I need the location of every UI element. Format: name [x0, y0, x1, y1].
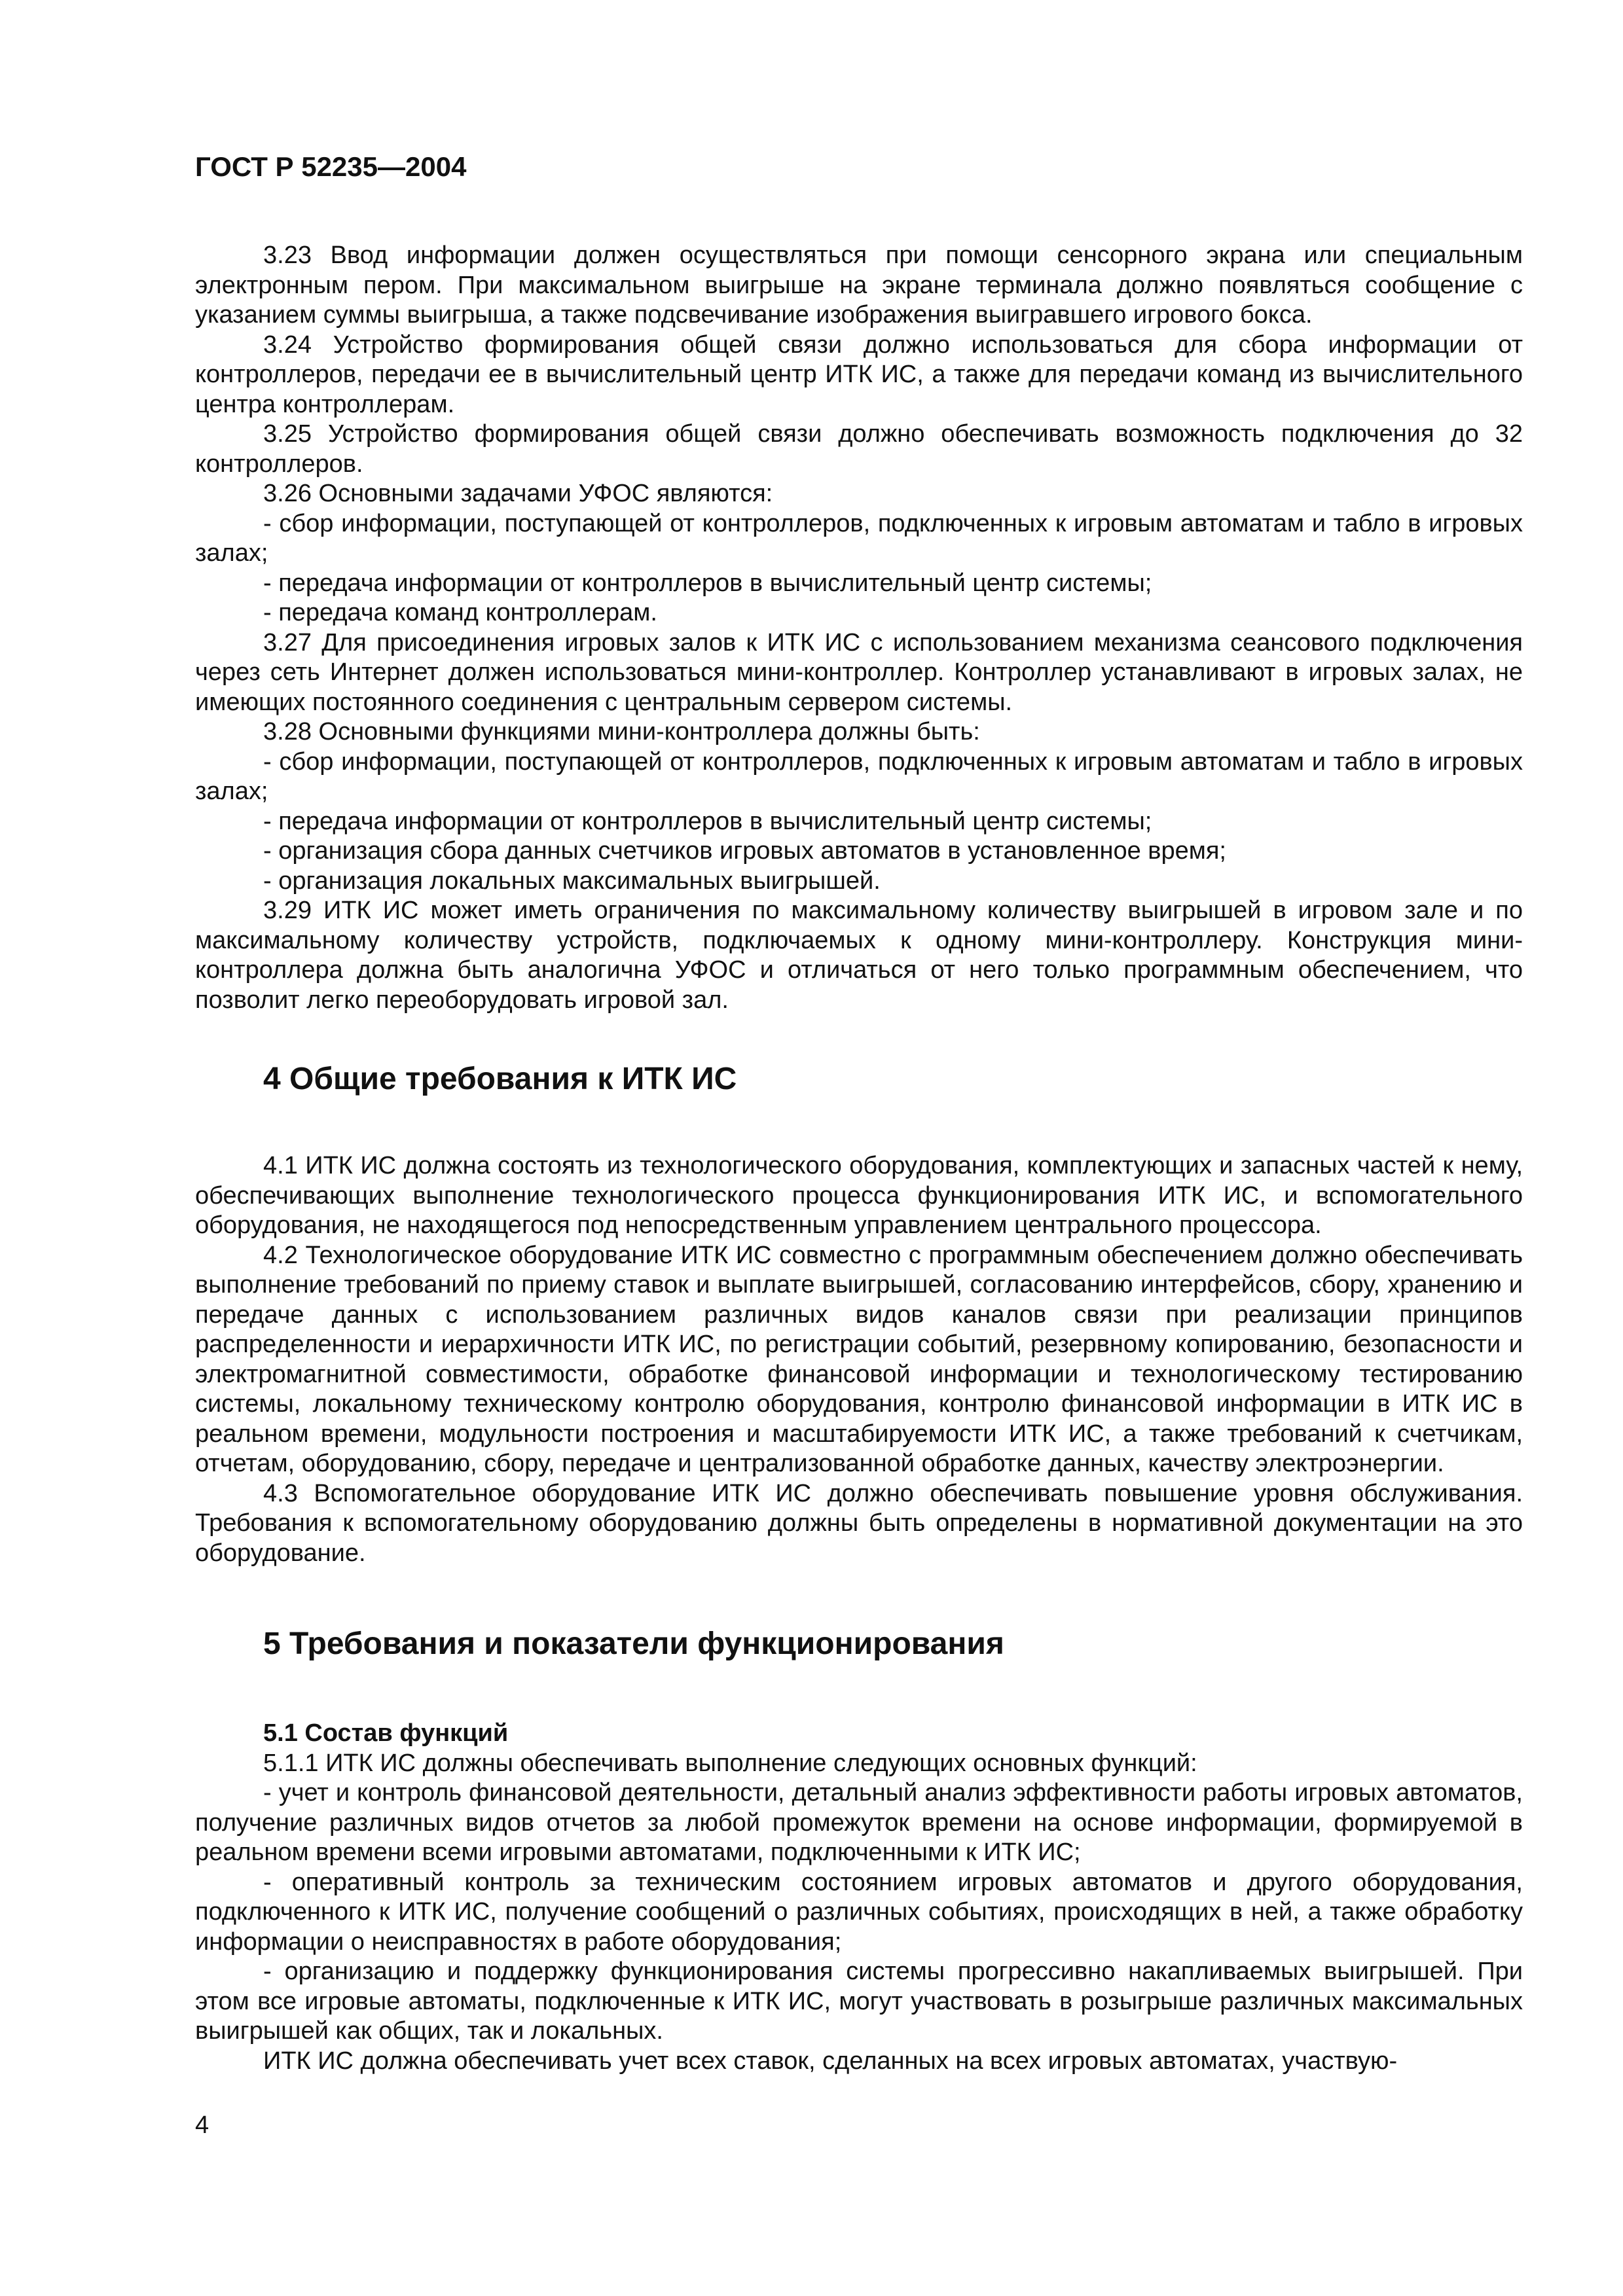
document-header: ГОСТ Р 52235—2004 [195, 151, 467, 182]
subsection-heading: 5.1 Состав функций [263, 1719, 509, 1747]
paragraph: 3.27 Для присоединения игровых залов к ИТК ИС с использованием механизма сеансового подключения через сеть Интернет должен использоваться мини-контроллер. Контроллер устанавливают в игровых залах, не имеющих постоянного соединения с центральным сервером системы. [195, 628, 1523, 716]
paragraph: - организацию и поддержку функционирования системы прогрессивно накапливаемых выигрышей. При этом все игровые автоматы, подключенные к ИТК ИС, могут участвовать в розыгрыше различных максимальных выигрышей как общих, так и локальных. [195, 1958, 1523, 2045]
paragraph: 3.28 Основными функциями мини-контроллера должны быть: [263, 718, 980, 745]
paragraph: - сбор информации, поступающей от контроллеров, подключенных к игровым автоматам и табло в игровых залах; [195, 747, 1523, 805]
section-heading: 4 Общие требования к ИТК ИС [263, 1062, 737, 1096]
paragraph: 4.2 Технологическое оборудование ИТК ИС совместно с программным обеспечением должно обеспечивать выполнение требований по приему ставок и выплате выигрышей, согласованию интерфейсов, сбору, хранению и передаче данных с использованием различных видов каналов связи при реализации принципов распределенности и иерархичности ИТК ИС, по регистрации событий, резервному копированию, безопасности и электромагнитной совместимости, обработке финансовой информации и технологическому тестированию системы, локальному техническому контролю оборудования, контролю финансовой информации в ИТК ИС в реальном времени, модульности построения и масштабируемости ИТК ИС, а также требований к счетчикам, отчетам, оборудованию, сбору, передаче и централизованной обработке данных, качеству электроэнергии. [195, 1241, 1523, 1477]
paragraph: - сбор информации, поступающей от контроллеров, подключенных к игровым автоматам и табло в игровых залах; [195, 509, 1523, 567]
paragraph: 3.26 Основными задачами УФОС являются: [263, 480, 773, 507]
paragraph: 4.3 Вспомогательное оборудование ИТК ИС должно обеспечивать повышение уровня обслуживания. Требования к вспомогательному оборудованию должны быть определены в нормативной документации на это оборудование. [195, 1479, 1523, 1567]
paragraph: - оперативный контроль за техническим состоянием игровых автоматов и другого оборудования, подключенного к ИТК ИС, получение сообщений о различных событиях, происходящих в ней, а также обработку информации о неисправностях в работе оборудования; [195, 1868, 1523, 1956]
paragraph: - передача команд контроллерам. [263, 599, 657, 626]
paragraph: 5.1.1 ИТК ИС должны обеспечивать выполнение следующих основных функций: [263, 1749, 1197, 1777]
paragraph: 4.1 ИТК ИС должна состоять из технологического оборудования, комплектующих и запасных частей к нему, обеспечивающих выполнение технологического процесса функционирования ИТК ИС, и вспомогательного оборудования, не находящегося под непосредственным управлением центрального процессора. [195, 1152, 1523, 1239]
paragraph: - передача информации от контроллеров в вычислительный центр системы; [263, 569, 1152, 597]
paragraph: 3.23 Ввод информации должен осуществляться при помощи сенсорного экрана или специальным электронным пером. При максимальном выигрыше на экране терминала должно появляться сообщение с указанием суммы выигрыша, а также подсвечивание изображения выигравшего игрового бокса. [195, 242, 1523, 329]
section-heading: 5 Требования и показатели функционирования [263, 1626, 1004, 1661]
paragraph: 3.25 Устройство формирования общей связи должно обеспечивать возможность подключения до 32 контроллеров. [195, 420, 1523, 478]
paragraph: - организация сбора данных счетчиков игровых автоматов в установленное время; [263, 837, 1226, 865]
paragraph: 3.24 Устройство формирования общей связи должно использоваться для сбора информации от контроллеров, передачи ее в вычислительный центр ИТК ИС, а также для передачи команд из вычислительного центра контроллерам. [195, 331, 1523, 418]
paragraph: 3.29 ИТК ИС может иметь ограничения по максимальному количеству выигрышей в игровом зале и по максимальному количеству устройств, подключаемых к одному мини-контроллеру. Конструкция мини-контроллера должна быть аналогична УФОС и отличаться от него только программным обеспечением, что позволит легко переоборудовать игровой зал. [195, 897, 1523, 1014]
paragraph: - учет и контроль финансовой деятельности, детальный анализ эффективности работы игровых автоматов, получение различных видов отчетов за любой промежуток времени на основе информации, формируемой в реальном времени всеми игровыми автоматами, подключенными к ИТК ИС; [195, 1779, 1523, 1866]
paragraph: - организация локальных максимальных выигрышей. [263, 867, 881, 895]
page-number: 4 [195, 2111, 210, 2139]
paragraph: ИТК ИС должна обеспечивать учет всех ставок, сделанных на всех игровых автоматах, участвую- [263, 2047, 1398, 2075]
paragraph: - передача информации от контроллеров в вычислительный центр системы; [263, 807, 1152, 835]
document-body [195, 241, 1523, 2076]
document-page [195, 151, 1523, 2179]
